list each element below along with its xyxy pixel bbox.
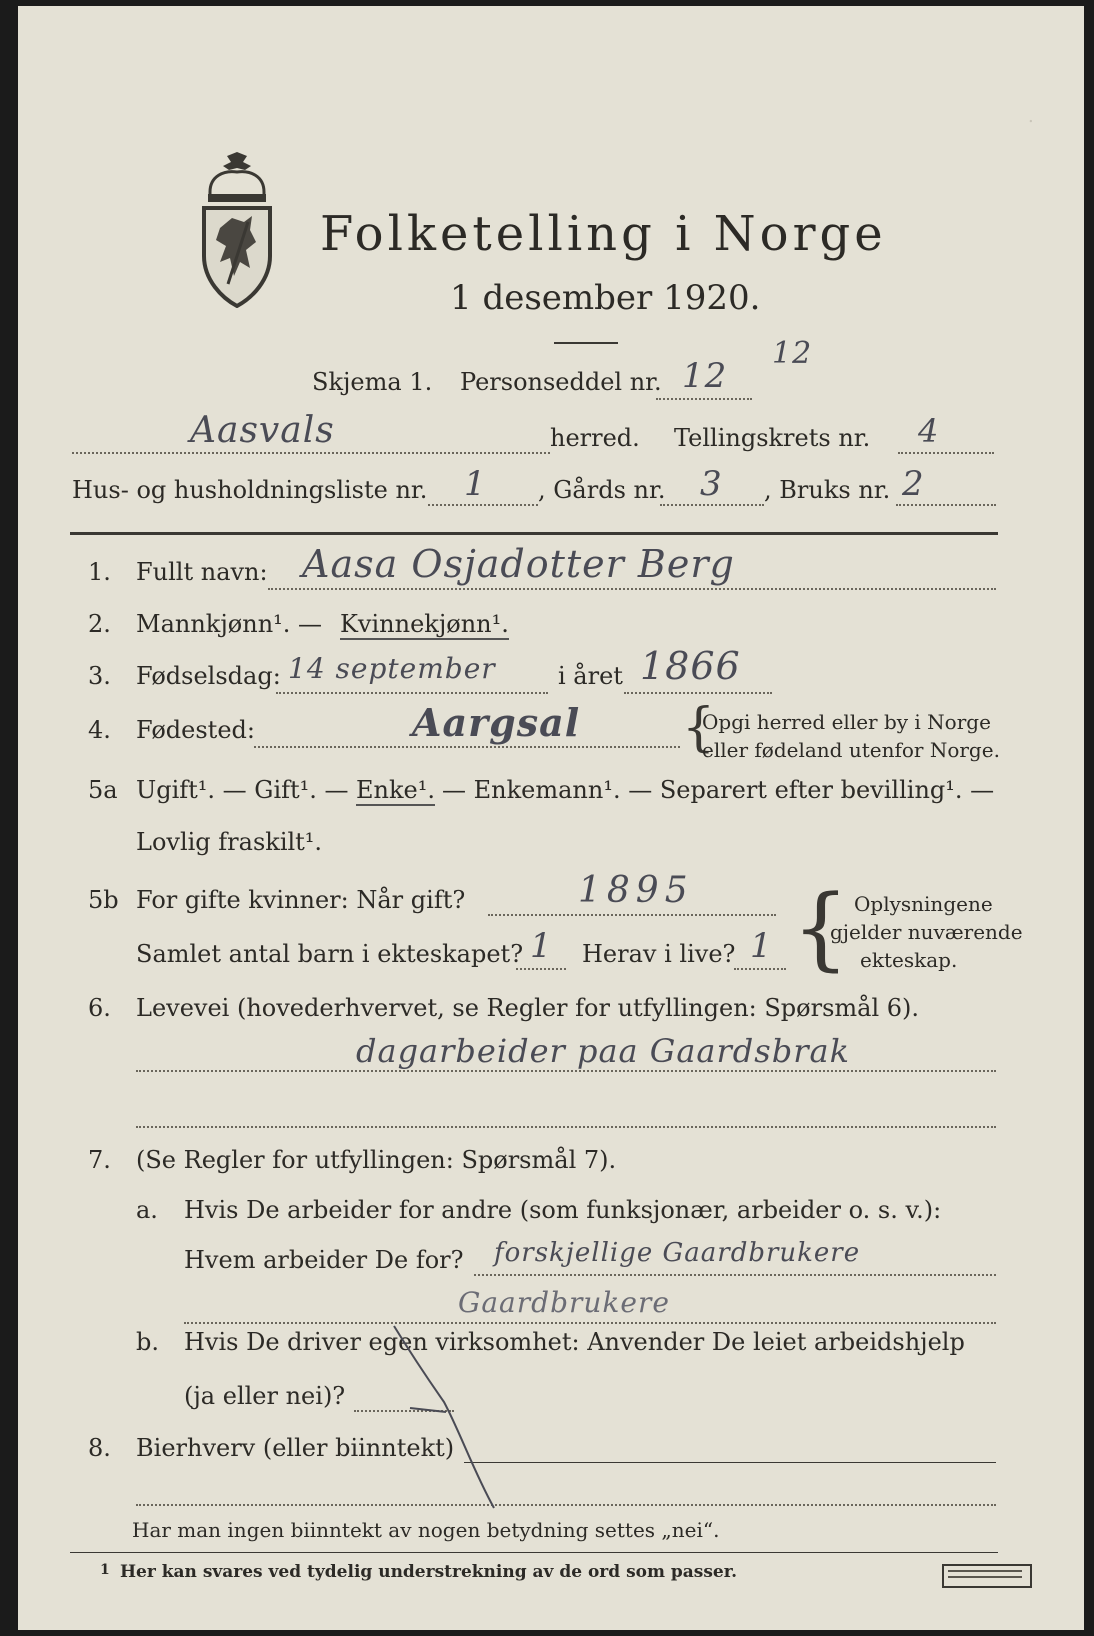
q7b-text: Hvis De driver egen virksomhet: Anvender De leiet arbeidshjelp: [184, 1328, 965, 1356]
q5b-number: 5b: [88, 886, 119, 914]
footnote-rule: [70, 1552, 998, 1553]
q4-note-line1: Opgi herred eller by i Norge: [702, 710, 991, 734]
personseddel-label: Personseddel nr.: [460, 368, 662, 396]
q1-full-name-value[interactable]: Aasa Osjadotter Berg: [302, 542, 735, 586]
herred-label: herred.: [550, 424, 640, 452]
q7a-letter: a.: [136, 1196, 158, 1224]
tellingskrets-value[interactable]: 4: [918, 412, 940, 450]
bruks-value[interactable]: 2: [902, 464, 925, 504]
q5b-note-line3: ekteskap.: [860, 948, 958, 972]
q7-label: (Se Regler for utfyllingen: Spørsmål 7).: [136, 1146, 617, 1174]
q3-year-value[interactable]: 1866: [640, 644, 741, 688]
q4-note-line2: eller fødeland utenfor Norge.: [702, 738, 1000, 762]
q3-year-label: i året: [558, 662, 623, 690]
q5b-note-line2: gjelder nuværende: [830, 920, 1023, 944]
q5a-enke-underlined[interactable]: Enke¹.: [356, 776, 435, 804]
q7-number: 7.: [88, 1146, 111, 1174]
q5b-alive-label: Herav i live?: [582, 940, 736, 968]
q3-number: 3.: [88, 662, 111, 690]
q5b-alive-value[interactable]: 1: [750, 926, 773, 966]
q6-occupation-value[interactable]: dagarbeider paa Gaardsbrak: [356, 1032, 850, 1070]
q1-number: 1.: [88, 558, 111, 586]
q5b-married-label: For gifte kvinner: Når gift?: [136, 886, 466, 914]
q8-label: Bierhverv (eller biinntekt): [136, 1434, 455, 1462]
q6-label: Levevei (hovederhvervet, se Regler for utfyllingen: Spørsmål 6).: [136, 994, 920, 1022]
q5b-brace: {: [792, 876, 850, 981]
q8-number: 8.: [88, 1434, 111, 1462]
q5a-number: 5a: [88, 776, 118, 804]
q2-kvinnekjonn-underlined[interactable]: Kvinnekjønn¹.: [340, 610, 509, 638]
q5b-note-line1: Oplysningene: [854, 892, 993, 916]
title-divider: [554, 342, 618, 344]
q7b-letter: b.: [136, 1328, 159, 1356]
q3-birthday-value[interactable]: 14 september: [288, 652, 496, 685]
coat-of-arms-icon: [194, 152, 280, 308]
q4-number: 4.: [88, 716, 111, 744]
form-title: Folketelling i Norge: [320, 206, 887, 262]
personseddel-note: 12: [772, 336, 813, 371]
q5b-married-year[interactable]: 1895: [578, 870, 694, 911]
q2-number: 2.: [88, 610, 111, 638]
header-rule: [70, 532, 998, 535]
bruks-label: , Bruks nr.: [764, 476, 891, 504]
strike-through-mark: [390, 1322, 530, 1512]
q4-birthplace-value[interactable]: Aargsal: [412, 700, 581, 745]
skjema-label: Skjema 1.: [312, 368, 433, 396]
gards-value[interactable]: 3: [700, 464, 723, 504]
q5a-other-options: — Enkemann¹. — Separert efter bevilling¹. —: [442, 776, 995, 804]
q5b-children-value[interactable]: 1: [530, 926, 553, 966]
footnote-marker: 1: [100, 1562, 110, 1578]
personseddel-value[interactable]: 12: [682, 356, 728, 396]
hus-label: Hus- og husholdningsliste nr.: [72, 476, 428, 504]
q7a-text: Hvis De arbeider for andre (som funksjonær, arbeider o. s. v.):: [184, 1196, 942, 1224]
printer-stamp: [942, 1564, 1032, 1588]
q7a-employer-value-line2[interactable]: Gaardbrukere: [458, 1286, 670, 1319]
herred-value[interactable]: Aasvals: [190, 410, 335, 451]
tellingskrets-label: Tellingskrets nr.: [674, 424, 871, 452]
q7a-question: Hvem arbeider De for?: [184, 1246, 464, 1274]
q7a-employer-value[interactable]: forskjellige Gaardbrukere: [494, 1238, 861, 1268]
q1-label: Fullt navn:: [136, 558, 268, 586]
q5b-children-label: Samlet antal barn i ekteskapet?: [136, 940, 524, 968]
q5a-ugift-gift: Ugift¹. — Gift¹. —: [136, 776, 349, 804]
q6-number: 6.: [88, 994, 111, 1022]
nei-instruction: Har man ingen biinntekt av nogen betydning settes „nei“.: [132, 1518, 720, 1542]
census-date: 1 desember 1920.: [450, 278, 761, 318]
q4-label: Fødested:: [136, 716, 255, 744]
gards-label: , Gårds nr.: [538, 476, 666, 504]
q2-mannkjonn: Mannkjønn¹. —: [136, 610, 323, 638]
q7b-question: (ja eller nei)?: [184, 1382, 346, 1410]
census-form-page: [18, 6, 1084, 1630]
show-through-mark: .: [1028, 106, 1034, 127]
q5a-lovlig-fraskilt: Lovlig fraskilt¹.: [136, 828, 323, 856]
footnote-text: Her kan svares ved tydelig understrekning av de ord som passer.: [120, 1562, 738, 1582]
q4-brace: {: [682, 698, 716, 758]
hus-value[interactable]: 1: [464, 464, 487, 504]
q3-label: Fødselsdag:: [136, 662, 281, 690]
